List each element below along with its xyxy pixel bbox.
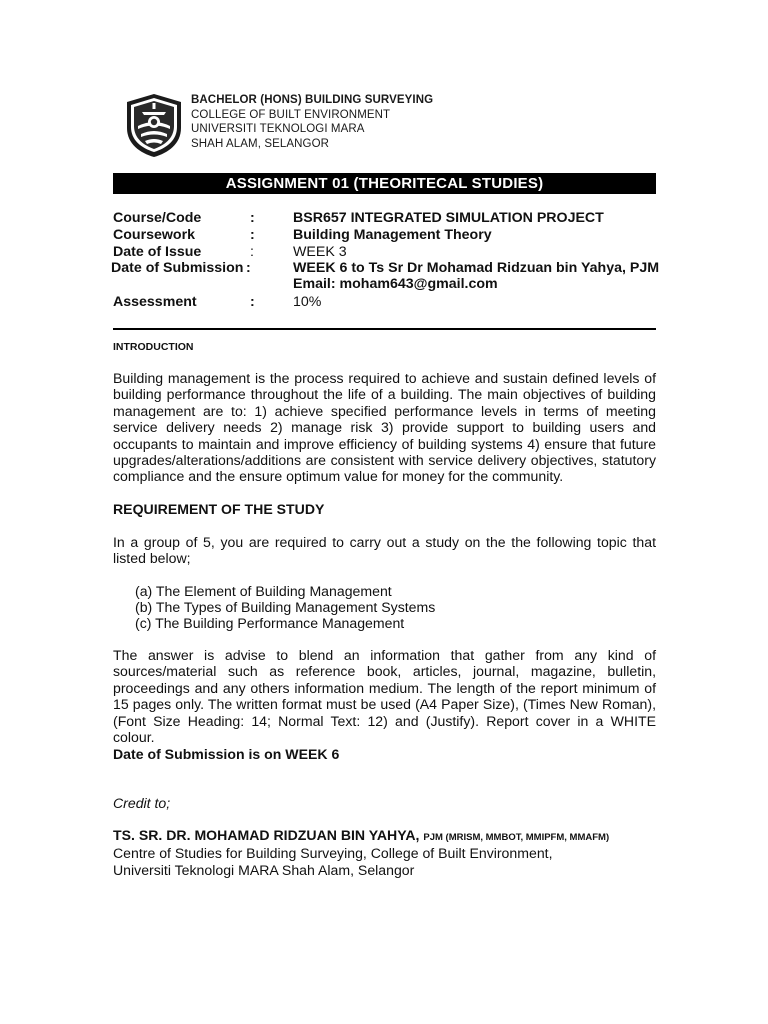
program-name: BACHELOR (HONS) BUILDING SURVEYING [191,94,434,106]
date-of-issue-value: WEEK 3 [293,244,347,260]
topic-list [135,583,435,631]
requirement-intro: In a group of 5, you are required to carry out a study on the the following topic that listed below; [113,534,656,567]
coursework-label: Coursework [113,227,195,243]
introduction-heading: INTRODUCTION [113,341,194,353]
credit-label: Credit to; [113,795,171,811]
university-crest-logo [124,92,184,158]
colon: : [250,294,255,310]
advice-paragraph: The answer is advise to blend an information that gather from any kind of sources/material such as reference book, articles, journal, magazine, bulletin, proceedings and any others information medium. The length of the report minimum of 15 pages only. The written format must be used (A4 Paper Size), (Times New Roman), (Font Size Heading: 14; Normal Text: 12) and (Justify). Report cover in a WHITE colour. [113,647,656,746]
college-name: COLLEGE OF BUILT ENVIRONMENT [191,108,391,121]
affiliation-line: Universiti Teknologi MARA Shah Alam, Selangor [113,861,415,878]
assignment-title-banner: ASSIGNMENT 01 (THEORITECAL STUDIES) [113,173,656,194]
coursework-value: Building Management Theory [293,227,492,243]
submission-note: Date of Submission is on WEEK 6 [113,746,340,762]
requirement-heading: REQUIREMENT OF THE STUDY [113,501,325,517]
credit-author [113,827,609,843]
colon: : [246,260,251,276]
author-affiliation [113,845,553,878]
section-divider [113,328,656,330]
contact-email: Email: moham643@gmail.com [293,276,498,292]
introduction-paragraph: Building management is the process required to achieve and sustain defined levels of building performance throughout the life of a building. The main objectives of building management are to: 1) achieve specified performance levels in terms of meeting service delivery needs 2) manage risk 3) provide support to building users and occupants to maintain and improve efficiency of building systems 4) ensure that future upgrades/alterations/additions are consistent with service delivery objectives, statutory compliance and the ensure optimum value for money for the community. [113,370,656,485]
colon: : [250,227,255,243]
date-of-issue-label: Date of Issue [113,244,202,260]
colon: : [250,244,254,260]
list-item: (b) The Types of Building Management Systems [135,599,436,615]
date-of-submission-value: WEEK 6 to Ts Sr Dr Mohamad Ridzuan bin Yahya, PJM [293,260,660,276]
university-name: UNIVERSITI TEKNOLOGI MARA [191,123,365,136]
list-item: (a) The Element of Building Management [135,583,392,599]
author-name: TS. SR. DR. MOHAMAD RIDZUAN BIN YAHYA, [113,827,420,843]
date-of-submission-label: Date of Submission [111,260,244,276]
list-item: (c) The Building Performance Management [135,615,405,631]
assessment-label: Assessment [113,294,197,310]
colon: : [250,210,255,226]
university-location: SHAH ALAM, SELANGOR [191,137,330,150]
course-code-value: BSR657 INTEGRATED SIMULATION PROJECT [293,210,604,226]
course-code-label: Course/Code [113,210,202,226]
assessment-value: 10% [293,294,322,310]
institution-header [191,93,433,151]
affiliation-line: Centre of Studies for Building Surveying, College of Built Environment, [113,845,553,861]
author-postnominals: PJM (MRISM, MMBOT, MMIPFM, MMAFM) [423,832,610,843]
